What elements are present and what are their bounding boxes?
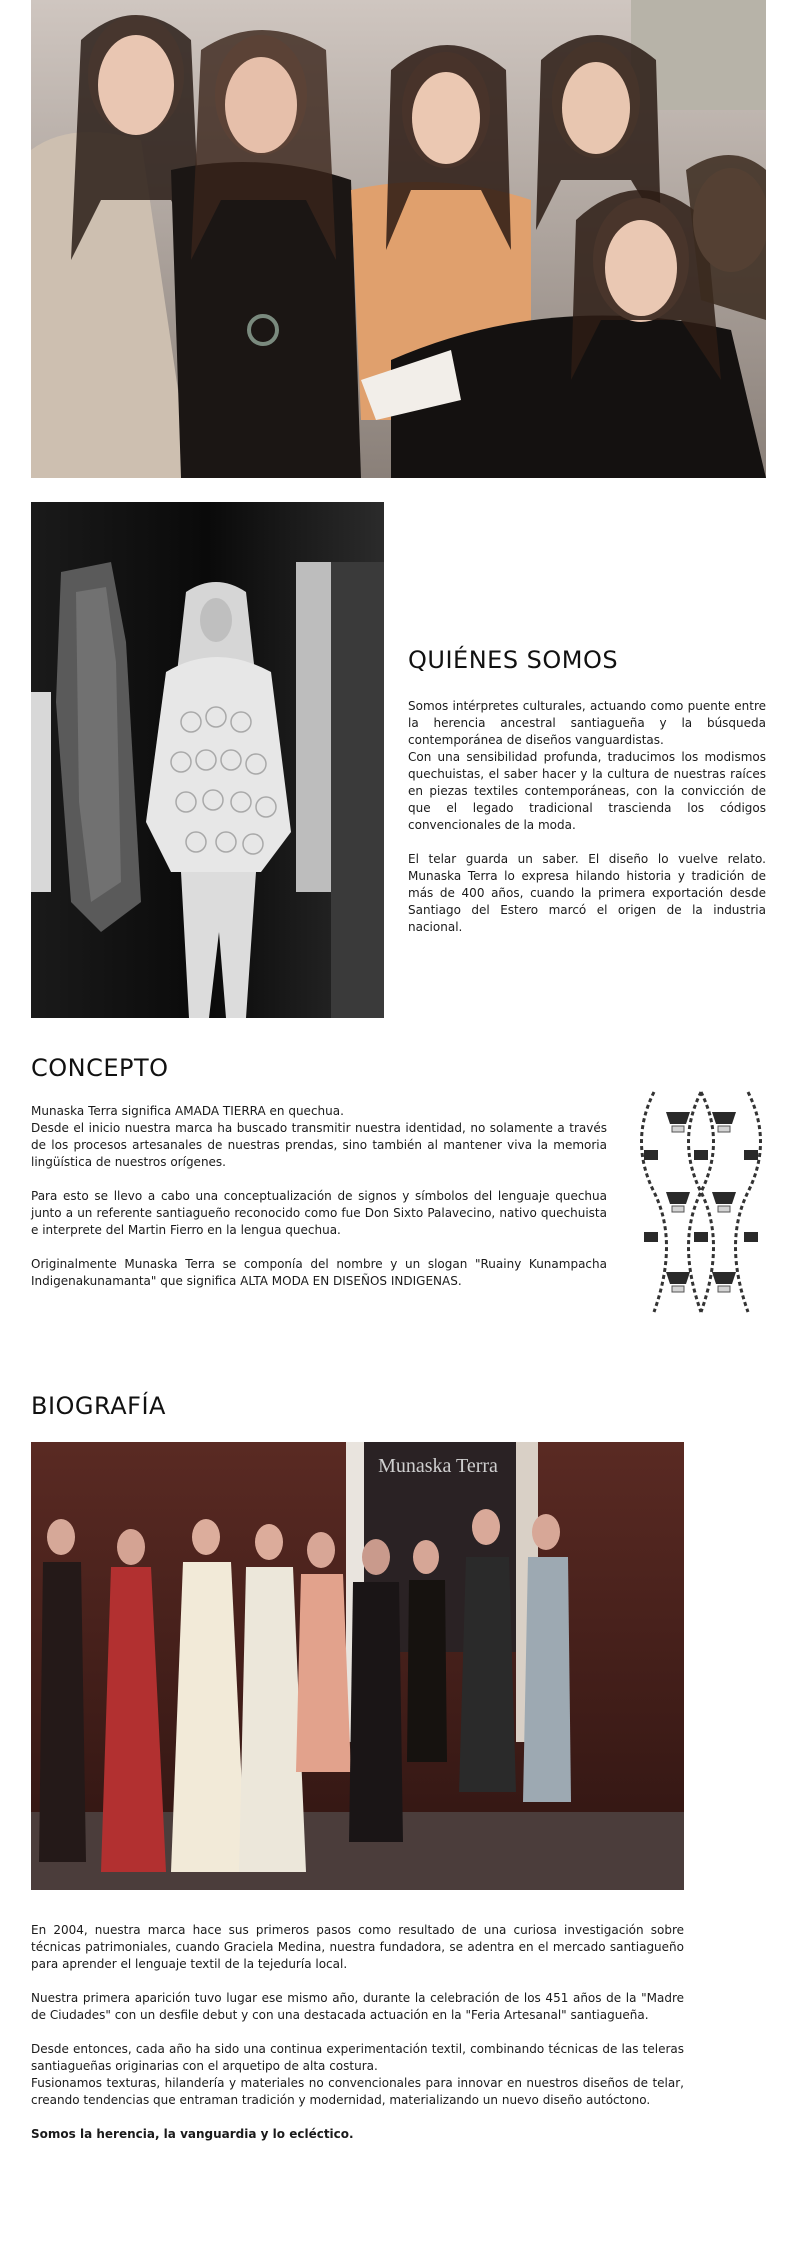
concepto-paragraph-3: Para esto se llevo a cabo una conceptualización de signos y símbolos del lenguaje quechua junto a un referente santiagueño reconocido como fue Don Sixto Palavecino, nativo quechuista e interprete del Martin Fierro en la lengua quechua. [31, 1189, 607, 1237]
concepto-paragraph-2: Desde el inicio nuestra marca ha buscado transmitir nuestra identidad, no solamente a través de los procesos artesanales de nuestras prendas, sino también al mantener viva la memoria lingüística de nuestros orígenes. [31, 1121, 607, 1169]
concepto-text [31, 1103, 607, 1290]
hero-photo [31, 0, 766, 478]
biografia-paragraph-1: En 2004, nuestra marca hace sus primeros pasos como resultado de una curiosa investigación sobre técnicas patrimoniales, cuando Graciela Medina, nuestra fundadora, se adentra en el mercado santiagueño para aprender el lenguaje textil de la tejeduría local. [31, 1923, 684, 1971]
quienes-somos-heading: QUIÉNES SOMOS [408, 646, 619, 674]
biografia-closing: Somos la herencia, la vanguardia y lo ecléctico. [31, 2127, 354, 2141]
concepto-paragraph-4: Originalmente Munaska Terra se componía del nombre y un slogan "Ruainy Kunampacha Indigenakunamanta" que significa ALTA MODA EN DISEÑOS INDIGENAS. [31, 1257, 607, 1288]
munaska-terra-banner: Munaska Terra [378, 1455, 498, 1477]
biografia-heading: BIOGRAFÍA [31, 1392, 166, 1420]
runway-photo [31, 502, 384, 1018]
quienes-somos-text [408, 698, 766, 936]
biografia-paragraph-3: Desde entonces, cada año ha sido una continua experimentación textil, combinando técnicas de las teleras santiagueñas originarias con el arquetipo de alta costura. [31, 2042, 684, 2073]
biografia-text [31, 1922, 684, 2143]
quienes-paragraph-2: Con una sensibilidad profunda, traducimos los modismos quechuistas, el saber hacer y la cultura de nuestras raíces en piezas textiles contemporáneas, con la convicción de que el legado tradicional trascienda los códigos convencionales de la moda. [408, 750, 766, 832]
biografia-paragraph-4: Fusionamos texturas, hilandería y materiales no convencionales para innovar en nuestros diseños de telar, creando tendencias que entraman tradición y modernidad, materializando un nuevo diseño autóctono. [31, 2076, 684, 2107]
concepto-heading: CONCEPTO [31, 1054, 169, 1082]
ornamental-pattern-icon [634, 1082, 768, 1322]
quienes-paragraph-3: El telar guarda un saber. El diseño lo vuelve relato. Munaska Terra lo expresa hilando historia y tradición de más de 400 años, cuando la primera exportación desde Santiago del Estero marcó el origen de la industria nacional. [408, 852, 766, 934]
quienes-paragraph-1: Somos intérpretes culturales, actuando como puente entre la herencia ancestral santiagueña y la búsqueda contemporánea de diseños vanguardistas. [408, 699, 766, 747]
concepto-paragraph-1: Munaska Terra significa AMADA TIERRA en quechua. [31, 1104, 344, 1118]
biografia-paragraph-2: Nuestra primera aparición tuvo lugar ese mismo año, durante la celebración de los 451 años de la "Madre de Ciudades" con un desfile debut y con una destacada actuación en la "Feria Artesanal" santiagueña. [31, 1991, 684, 2022]
group-fashion-photo [31, 1442, 684, 1890]
